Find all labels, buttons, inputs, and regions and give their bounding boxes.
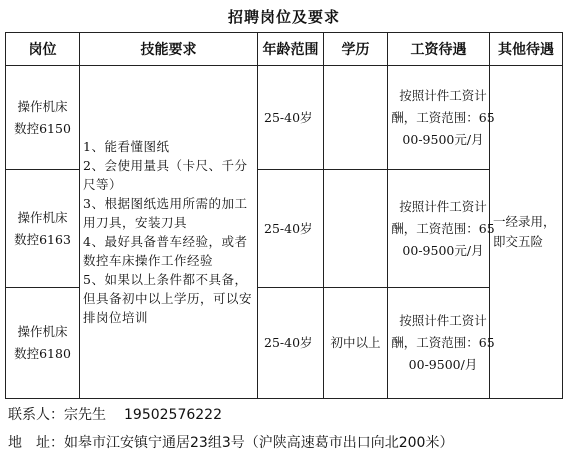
skill-item: 3、根据图纸选用所需的加工用刀具，安装刀具 [83,196,248,230]
wage-cell [388,66,495,170]
address-line [8,432,453,452]
education-cell [324,170,388,288]
other-benefits-text: 一经录用，即交五险 [493,214,556,249]
header-position: 岗位 [6,33,80,66]
contact-label: 联系人： [8,407,64,423]
contact-name: 宗先生 [64,407,106,423]
position-name: 操作机床数控6180 [14,324,71,361]
education-cell: 初中以上 [324,288,388,399]
wage-text: 按照计件工资计酬，工资范围：6500-9500元/月 [391,198,495,258]
header-other: 其他待遇 [490,33,563,66]
header-age: 年龄范围 [258,33,324,66]
position-cell [6,170,80,288]
age-cell: 25-40岁 [258,170,324,288]
header-skills: 技能要求 [80,33,258,66]
address-value: 如皋市江安镇宁通居23组3号（沪陕高速葛市出口向北200米） [64,435,454,451]
address-label: 地 址： [8,435,64,451]
other-benefits-cell [490,66,563,399]
header-education: 学历 [324,33,388,66]
position-cell [6,288,80,399]
table-row [6,66,563,170]
education-cell [324,66,388,170]
skill-item: 2、会使用量具（卡尺、千分尺等） [83,158,248,192]
wage-text: 按照计件工资计酬，工资范围：6500-9500元/月 [391,87,495,147]
header-wage: 工资待遇 [388,33,490,66]
contact-phone: 19502576222 [124,407,222,423]
age-cell: 25-40岁 [258,66,324,170]
table-header-row [6,33,563,66]
skill-item: 1、能看懂图纸 [83,139,170,154]
age-cell: 25-40岁 [258,288,324,399]
wage-cell [388,288,495,399]
position-cell [6,66,80,170]
contact-line [8,404,222,424]
wage-cell [388,170,495,288]
skill-item: 5、如果以上条件都不具备，但具备初中以上学历，可以安排岗位培训 [83,272,253,325]
position-name: 操作机床数控6150 [14,98,71,136]
page-title: 招聘岗位及要求 [227,8,340,26]
skill-item: 4、最好具备普车经验，或者数控车床操作工作经验 [83,234,248,268]
recruitment-table [5,32,563,399]
skills-cell [80,66,258,399]
wage-text: 按照计件工资计酬，工资范围：6500-9500/月 [391,313,495,372]
position-name: 操作机床数控6163 [14,209,71,247]
